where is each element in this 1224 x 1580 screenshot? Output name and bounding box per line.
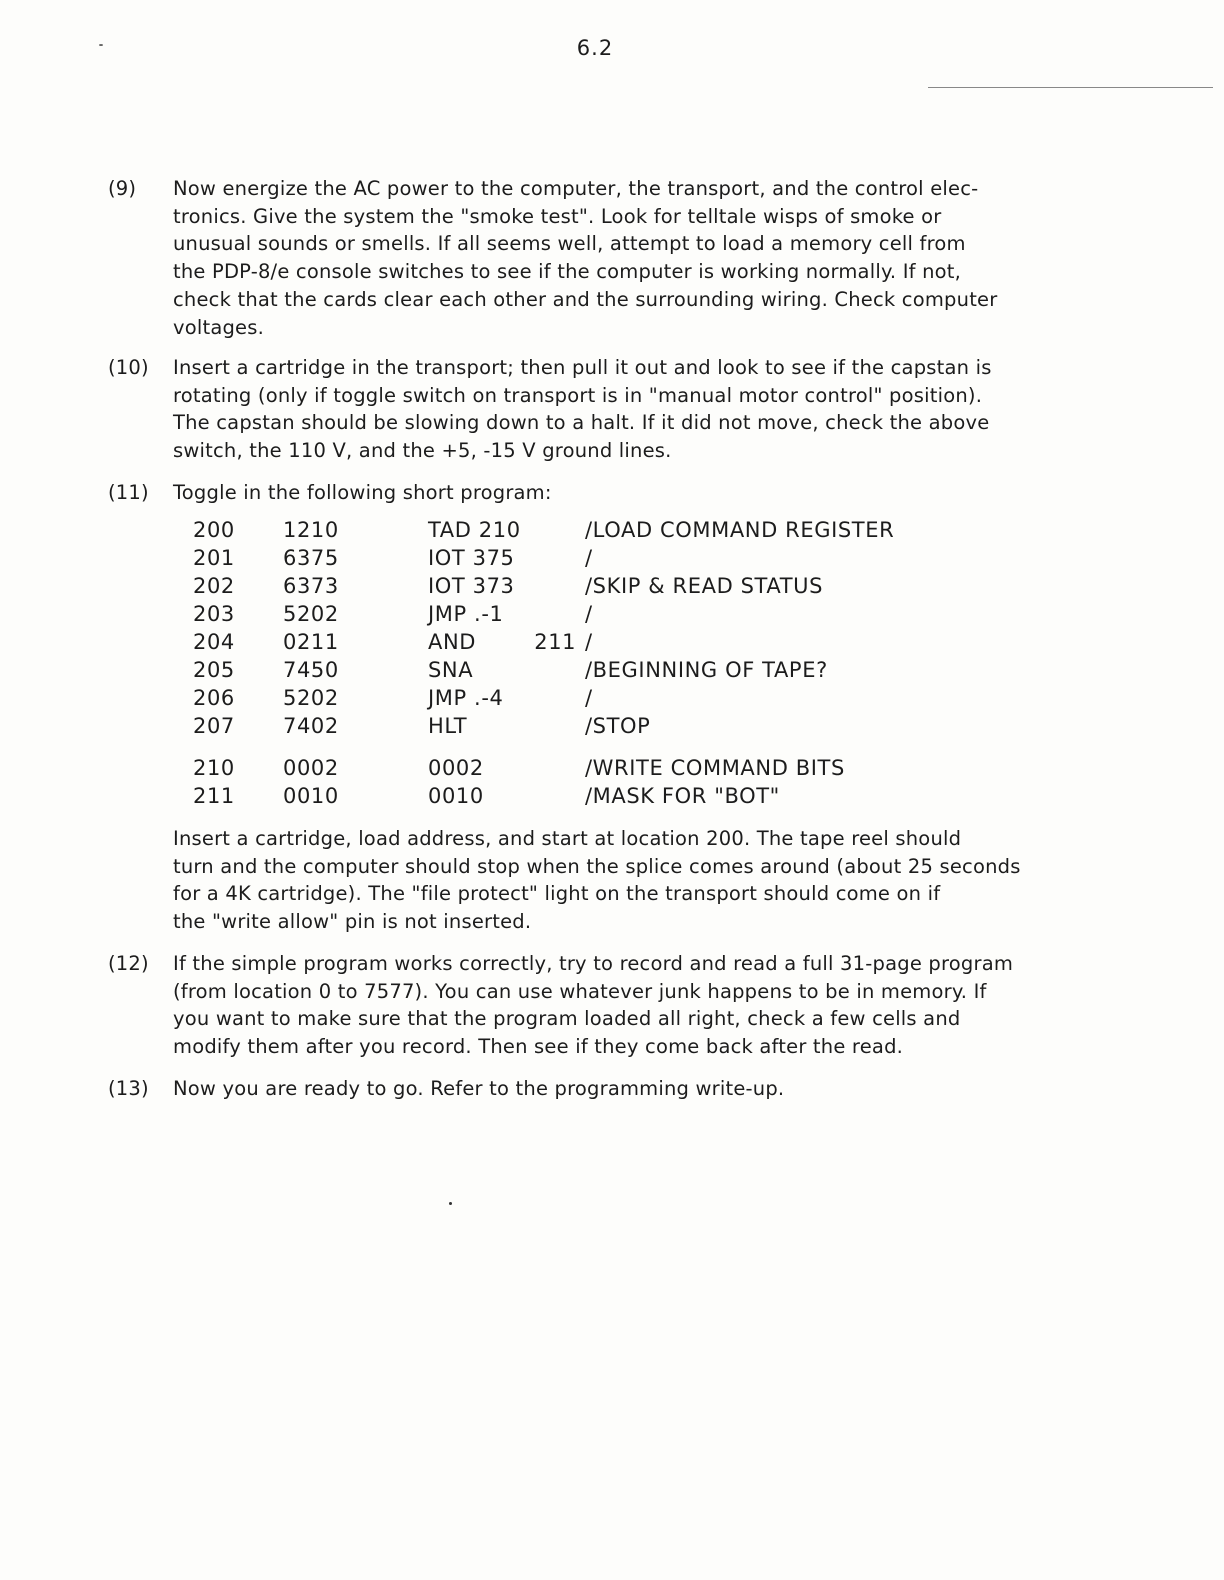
program-code: 6375: [283, 546, 339, 570]
program-address: 203: [193, 602, 235, 626]
step-10: [108, 354, 1048, 465]
program-address: 205: [193, 658, 235, 682]
step-13: [108, 1075, 1048, 1103]
program-comment: /BEGINNING OF TAPE?: [585, 658, 828, 682]
step-11: [108, 479, 1048, 507]
program-address: 207: [193, 714, 235, 738]
text-line: you want to make sure that the program loaded all right, check a few cells and: [173, 1007, 961, 1031]
text-line: unusual sounds or smells. If all seems well, attempt to load a memory cell from: [173, 232, 966, 256]
program-code: 5202: [283, 602, 339, 626]
program-row: [193, 518, 953, 546]
scan-speck: [99, 44, 103, 46]
program-instruction: JMP .-1: [428, 602, 504, 626]
program-code: 7450: [283, 658, 339, 682]
program-instruction: JMP .-4: [428, 686, 504, 710]
scan-speck: [449, 1202, 452, 1205]
text-line: Now energize the AC power to the computer, the transport, and the control elec-: [173, 177, 979, 200]
program-row: [193, 574, 953, 602]
program-address: 206: [193, 686, 235, 710]
program-code: 5202: [283, 686, 339, 710]
program-instruction: IOT 375: [428, 546, 515, 570]
step-text: [173, 175, 1048, 341]
text-line: If the simple program works correctly, try to record and read a full 31-page program: [173, 952, 1014, 975]
program-instructions-note: [173, 825, 1053, 936]
text-line: turn and the computer should stop when the splice comes around (about 25 seconds: [173, 854, 1021, 878]
program-row: [193, 686, 953, 714]
program-row: [193, 630, 953, 658]
program-address: 210: [193, 756, 235, 780]
program-instruction: IOT 373: [428, 574, 515, 598]
program-row: [193, 784, 953, 812]
program-comment: /: [585, 686, 593, 710]
program-comment: /: [585, 630, 593, 654]
program-row: [193, 546, 953, 574]
text-line: voltages.: [173, 315, 265, 339]
program-code: 0002: [283, 756, 339, 780]
program-code: 6373: [283, 574, 339, 598]
program-comment: /MASK FOR "BOT": [585, 784, 780, 808]
step-number: (13): [108, 1077, 149, 1100]
program-instruction: HLT: [428, 714, 468, 738]
program-code: 0211: [283, 630, 339, 654]
text-line: The capstan should be slowing down to a halt. If it did not move, check the above: [173, 411, 990, 435]
program-row: [193, 714, 953, 742]
text-line: Toggle in the following short program:: [173, 481, 552, 504]
step-number: (10): [108, 356, 149, 379]
text-line: switch, the 110 V, and the +5, -15 V ground lines.: [173, 439, 672, 463]
program-comment: /: [585, 602, 593, 626]
program-address: 202: [193, 574, 235, 598]
text-line: Now you are ready to go. Refer to the programming write-up.: [173, 1077, 785, 1100]
program-instruction: SNA: [428, 658, 474, 682]
program-instruction: AND 211: [428, 630, 577, 654]
program-comment: /LOAD COMMAND REGISTER: [585, 518, 895, 542]
text-line: tronics. Give the system the "smoke test". Look for telltale wisps of smoke or: [173, 204, 942, 228]
header-rule: [928, 87, 1213, 88]
program-comment: /STOP: [585, 714, 651, 738]
text-line: Insert a cartridge, load address, and start at location 200. The tape reel should: [173, 827, 962, 850]
text-line: the PDP-8/e console switches to see if the computer is working normally. If not,: [173, 260, 962, 284]
step-text: [173, 950, 1048, 1061]
program-row: [193, 602, 953, 630]
text-line: the "write allow" pin is not inserted.: [173, 910, 532, 934]
step-text: [173, 479, 1048, 507]
program-comment: /WRITE COMMAND BITS: [585, 756, 845, 780]
program-code: 1210: [283, 518, 339, 542]
step-number: (9): [108, 177, 137, 200]
program-address: 200: [193, 518, 235, 542]
step-number: (12): [108, 952, 149, 975]
text-line: check that the cards clear each other and the surrounding wiring. Check computer: [173, 287, 998, 311]
step-9: [108, 175, 1048, 341]
program-instruction: 0010: [428, 784, 484, 808]
program-address: 211: [193, 784, 235, 808]
program-address: 204: [193, 630, 235, 654]
step-text: [173, 354, 1048, 465]
program-instruction: TAD 210: [428, 518, 521, 542]
text-line: modify them after you record. Then see if they come back after the read.: [173, 1035, 904, 1059]
program-row: [193, 756, 953, 784]
text-line: (from location 0 to 7577). You can use whatever junk happens to be in memory. If: [173, 979, 987, 1003]
text-line: for a 4K cartridge). The "file protect" light on the transport should come on if: [173, 882, 941, 906]
text-line: Insert a cartridge in the transport; then pull it out and look to see if the capstan is: [173, 356, 992, 379]
page-number: 6.2: [576, 36, 614, 60]
program-comment: /SKIP & READ STATUS: [585, 574, 824, 598]
text-line: rotating (only if toggle switch on transport is in "manual motor control" position).: [173, 383, 983, 407]
program-code: 7402: [283, 714, 339, 738]
step-number: (11): [108, 481, 149, 504]
step-12: [108, 950, 1048, 1061]
program-address: 201: [193, 546, 235, 570]
program-comment: /: [585, 546, 593, 570]
program-row: [193, 658, 953, 686]
step-text: [173, 1075, 1048, 1103]
program-code: 0010: [283, 784, 339, 808]
program-instruction: 0002: [428, 756, 484, 780]
